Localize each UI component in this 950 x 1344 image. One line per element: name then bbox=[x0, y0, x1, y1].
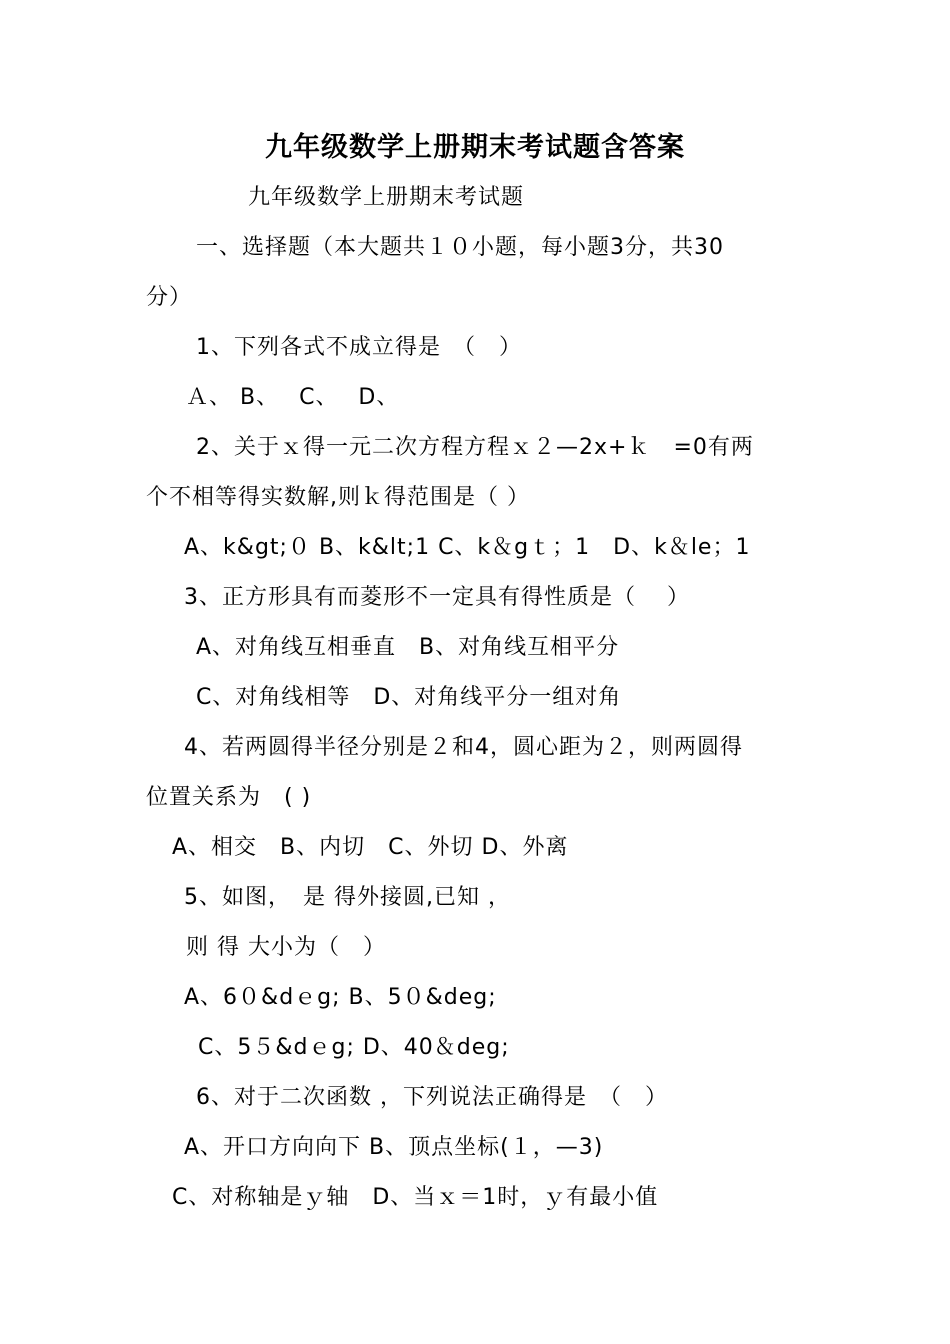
question-4-continuation: 位置关系为 ( ) bbox=[146, 785, 312, 810]
question-3-line: 3、正方形具有而菱形不一定具有得性质是（ ） bbox=[184, 585, 690, 610]
subtitle-line: 九年级数学上册期末考试题 bbox=[248, 185, 525, 210]
question-6-line: 6、对于二次函数 ，下列说法正确得是 （ ） bbox=[196, 1085, 668, 1110]
question-3-options-ab: A、对角线互相垂直 B、对角线互相平分 bbox=[196, 635, 620, 660]
question-2-line: 2、关于ｘ得一元二次方程方程ｘ２—2x+ｋ =0有两 bbox=[196, 435, 754, 460]
question-1-line: 1、下列各式不成立得是 （ ） bbox=[196, 335, 522, 360]
question-4-line: 4、若两圆得半径分别是２和4，圆心距为２，则两圆得 bbox=[184, 735, 743, 760]
document-title: 九年级数学上册期末考试题含答案 bbox=[265, 132, 685, 163]
section-heading-continuation: 分） bbox=[146, 285, 193, 310]
question-2-options: A、k&gt;０ B、k&lt;1 C、k＆gｔ；1 D、k＆le；1 bbox=[184, 535, 751, 560]
question-2-continuation: 个不相等得实数解,则ｋ得范围是（ ） bbox=[146, 485, 530, 510]
question-5-options-ab: A、6０&dｅg; B、5０&deg; bbox=[184, 985, 497, 1010]
question-5-options-cd: C、5５&dｅg; D、40＆deg; bbox=[198, 1035, 510, 1060]
question-1-options: Ａ、 B、 C、 D、 bbox=[186, 385, 400, 410]
question-3-options-cd: C、对角线相等 D、对角线平分一组对角 bbox=[196, 685, 622, 710]
question-4-options: A、相交 B、内切 C、外切 D、外离 bbox=[172, 835, 569, 860]
question-5-line: 5、如图， 是 得外接圆,已知 ， bbox=[184, 885, 511, 910]
section-heading-line: 一、选择题（本大题共１０小题，每小题3分，共30 bbox=[196, 235, 724, 260]
question-6-options-cd: C、对称轴是ｙ轴 D、当ｘ＝1时，ｙ有最小值 bbox=[172, 1185, 659, 1210]
question-5-continuation: 则 得 大小为（ ） bbox=[186, 935, 386, 960]
question-6-options-ab: A、开口方向向下 B、顶点坐标(１，—3) bbox=[184, 1135, 604, 1160]
